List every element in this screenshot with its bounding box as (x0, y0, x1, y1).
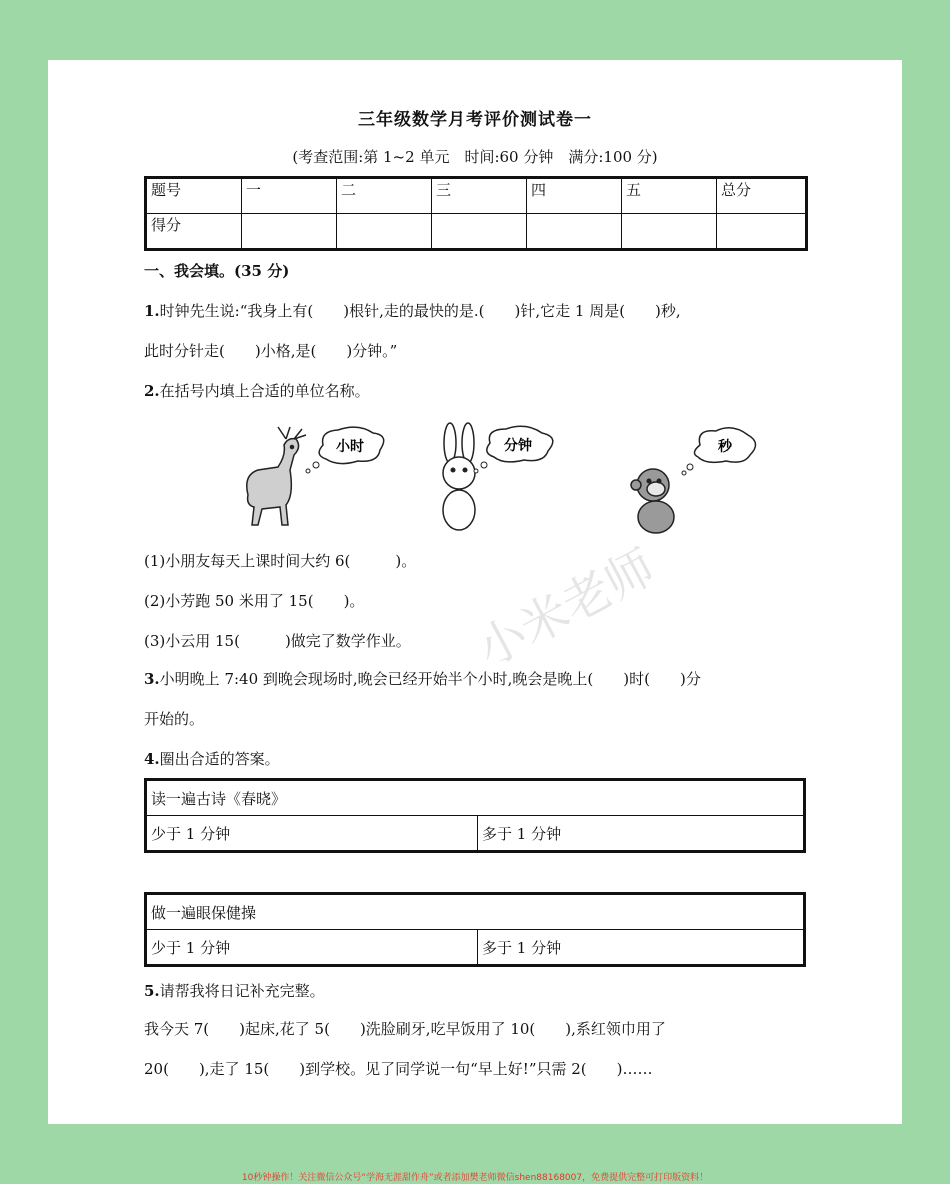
question-5-line2: 20( ),走了 15( )到学校。见了同学说一句“早上好!”只需 2( )…… (144, 1060, 653, 1078)
question-5 (144, 980, 325, 1001)
question-text: 在括号内填上合适的单位名称。 (159, 382, 370, 400)
score-header-cell: 一 (242, 178, 337, 214)
section-heading: 一、我会填。(35 分) (144, 262, 290, 280)
bubble-label-seconds: 秒 (718, 439, 732, 455)
question-4 (144, 748, 280, 769)
watermark: 小米老师 (468, 538, 665, 679)
score-header-cell: 四 (527, 178, 622, 214)
bubble-label-hours: 小时 (336, 439, 364, 455)
score-cell (717, 214, 807, 250)
score-table (144, 176, 808, 251)
option-less-than-minute[interactable]: 少于 1 分钟 (146, 816, 478, 852)
promo-footer: 10秒钟操作！关注微信公众号“学海无涯甜作舟”或者添加樊老师微信shen88168007，免费提供完整可打印版资料！ (241, 1173, 709, 1183)
score-header-cell: 二 (337, 178, 432, 214)
option-more-than-minute[interactable]: 多于 1 分钟 (478, 816, 805, 852)
score-header-cell: 五 (622, 178, 717, 214)
question-number: 3. (144, 670, 160, 688)
option-less-than-minute[interactable]: 少于 1 分钟 (146, 930, 478, 966)
score-row-label: 得分 (146, 214, 242, 250)
question-2-item: (1)小朋友每天上课时间大约 6( )。 (144, 552, 417, 570)
score-cell (622, 214, 717, 250)
bubble-hours (306, 427, 384, 473)
question-text: 小明晚上 7:40 到晚会现场时,晚会已经开始半个小时,晚会是晚上( )时( )分 (159, 670, 701, 688)
question-text: 圈出合适的答案。 (159, 750, 280, 768)
question-2-item: (3)小云用 15( )做完了数学作业。 (144, 632, 411, 650)
question-number: 4. (144, 750, 160, 768)
bubble-label-minutes: 分钟 (504, 438, 532, 454)
answer-table-options-row (146, 816, 805, 852)
page-title: 三年级数学月考评价测试卷一 (358, 110, 592, 130)
question-number: 5. (144, 982, 160, 1000)
question-1-line2: 此时分针走( )小格,是( )分钟。” (144, 342, 398, 360)
question-5-line1: 我今天 7( )起床,花了 5( )洗脸刷牙,吃早饭用了 10( ),系红领巾用了 (144, 1020, 666, 1038)
question-number: 1. (144, 302, 160, 320)
animal-illustration (228, 425, 732, 535)
answer-table-poem (144, 778, 806, 853)
worksheet-page (48, 60, 902, 1124)
answer-table-title-row (146, 780, 805, 816)
score-header-cell: 三 (432, 178, 527, 214)
answer-table-title: 做一遍眼保健操 (146, 894, 805, 930)
question-2 (144, 380, 370, 401)
question-2-item: (2)小芳跑 50 米用了 15( )。 (144, 592, 365, 610)
question-number: 2. (144, 382, 160, 400)
score-cell (337, 214, 432, 250)
score-header-cell: 题号 (146, 178, 242, 214)
score-header-cell: 总分 (717, 178, 807, 214)
answer-table-title: 读一遍古诗《春晓》 (146, 780, 805, 816)
score-cell (242, 214, 337, 250)
question-text: 时钟先生说:“我身上有( )根针,走的最快的是.( )针,它走 1 周是( )秒, (159, 302, 681, 320)
score-cell (432, 214, 527, 250)
monkey-illustration (631, 469, 674, 533)
answer-table-title-row (146, 894, 805, 930)
question-3-line2: 开始的。 (144, 710, 205, 728)
answer-table-eye-exercise (144, 892, 806, 967)
bubble-minutes (474, 426, 553, 473)
bubble-seconds (682, 428, 756, 475)
rabbit-illustration (443, 423, 475, 530)
question-1-line1 (144, 300, 681, 321)
exam-info: (考查范围:第 1~2 单元 时间:60 分钟 满分:100 分) (292, 148, 658, 166)
score-cell (527, 214, 622, 250)
deer-illustration (247, 427, 306, 525)
score-row (146, 214, 807, 250)
option-more-than-minute[interactable]: 多于 1 分钟 (478, 930, 805, 966)
question-text: 请帮我将日记补充完整。 (159, 982, 325, 1000)
question-3-line1 (144, 668, 701, 689)
answer-table-options-row (146, 930, 805, 966)
score-header-row (146, 178, 807, 214)
